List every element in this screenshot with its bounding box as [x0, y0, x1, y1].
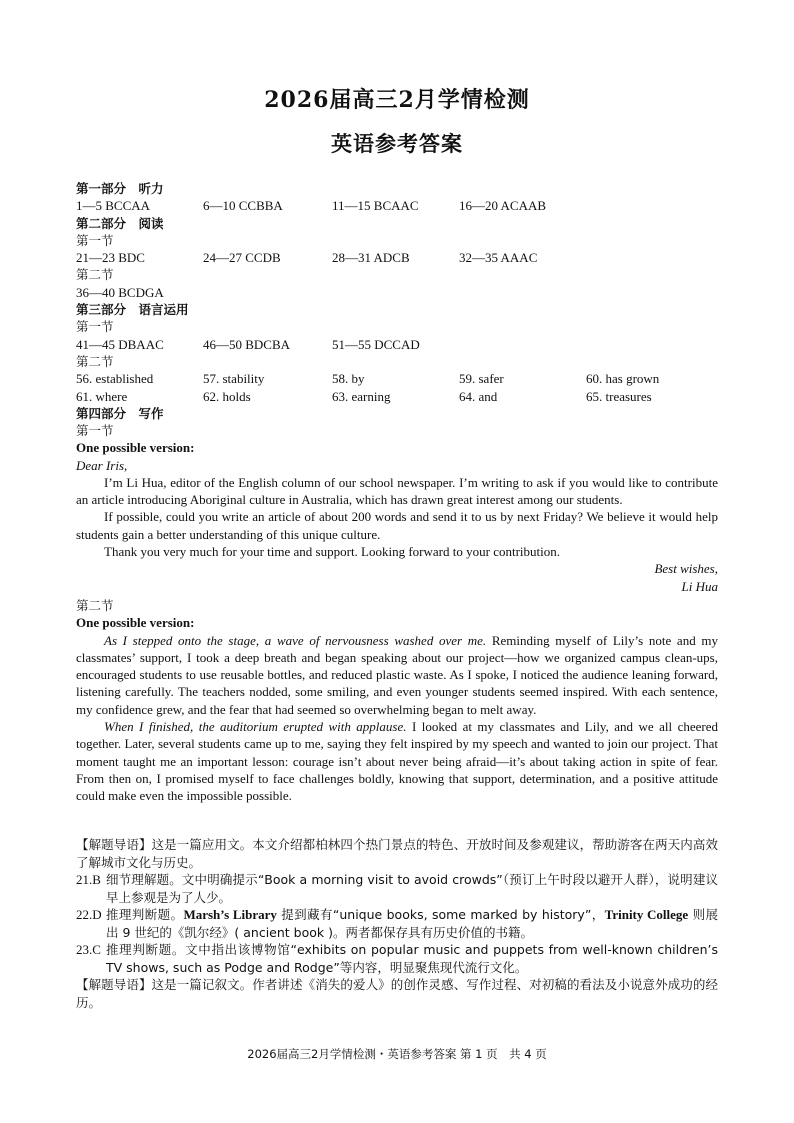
- explanation-text: [106, 941, 718, 976]
- answer-group: 46—50 BDCBA: [203, 336, 291, 352]
- explanation-mid: 提到藏有“unique books, some marked by history”，: [276, 907, 605, 922]
- fill-answer: 64. and: [459, 388, 498, 404]
- explanation-pre: 推理判断题。文中指出该博物馆“exhibits on popular music and puppets from well-known children’s TV shows, such as Podge and Rodge”等内容，明显聚焦现代流行文化。: [106, 942, 718, 975]
- guide-text: 【解题导语】这是一篇记叙文。作者讲述《消失的爱人》的创作灵感、写作过程、对初稿的看法及小说意外成功的经历。: [76, 977, 718, 1010]
- answer-group: 16—20 ACAAB: [459, 198, 547, 214]
- guide-text: 【解题导语】这是一篇应用文。本文介绍都柏林四个热门景点的特色、开放时间及参观建议，帮助游客在两天内高效了解城市文化与历史。: [76, 837, 718, 870]
- story-paragraph: [76, 632, 718, 718]
- letter-closing: Best wishes,: [654, 561, 718, 577]
- fill-answer: 58. by: [332, 371, 365, 387]
- answer-group: 24—27 CCDB: [203, 250, 281, 266]
- version-label: One possible version:: [76, 615, 195, 631]
- answer-group: 28—31 ADCB: [332, 250, 410, 266]
- answer-group: 41—45 DBAAC: [76, 336, 164, 352]
- explanation-keyword: Marsh’s Library: [183, 907, 277, 922]
- explanation-item: [76, 871, 718, 906]
- story-body: I looked at my classmates and Lily, and we all cheered together. Later, several students came up to me, saying they felt inspired by my speech and wanted to join our project. That moment taught me an important lesson: courage isn’t about never being afraid—it’s about taking action in spite of fear. From then on, I promised myself to face challenges boldly, knowing that support, determination, and a positive attitude could make even the impossible possible.: [76, 719, 718, 804]
- part1-heading: 第一部分 听力: [76, 181, 164, 196]
- explanation-text: [106, 906, 718, 941]
- question-number: 21.B: [76, 872, 101, 887]
- answer-group: 1—5 BCCAA: [76, 198, 151, 214]
- letter-greeting: Dear Iris,: [76, 457, 128, 473]
- answer-group: 11—15 BCAAC: [332, 198, 419, 214]
- section-label: 第一节: [76, 319, 114, 335]
- answer-group: 36—40 BCDGA: [76, 284, 164, 300]
- letter-paragraph: Thank you very much for your time and support. Looking forward to your contribution.: [104, 544, 560, 560]
- question-number: 22.D: [76, 907, 102, 922]
- letter-paragraph: If possible, could you write an article of about 200 words and send it to us by next Friday? We believe it would help students gain a better understanding of this unique culture.: [76, 509, 718, 542]
- section-label: 第一节: [76, 423, 114, 438]
- page-title: 2026届高三2月学情检测: [264, 87, 530, 113]
- section-label: 第二节: [76, 597, 114, 613]
- story-body: Reminding myself of Lily’s note and my classmates’ support, I took a deep breath and began speaking about our project—how we organized campus clean-ups, encouraged students to use reusable bottles, and reduced plastic waste. As I spoke, I noticed the audience leaning forward, listening carefully. The teachers nodded, some smiling, and even younger students seemed inspired. With each sentence, my confidence grew, and the fear that had seemed so overwhelming began to melt away.: [76, 632, 718, 717]
- story-paragraph: [76, 718, 718, 804]
- part4-heading: 第四部分 写作: [76, 405, 164, 421]
- part3-heading: 第三部分 语言运用: [76, 302, 189, 318]
- answer-group: 32—35 AAAC: [459, 250, 538, 266]
- fill-answer: 61. where: [76, 388, 128, 404]
- page-footer: 2026届高三2月学情检测・英语参考答案 第 1 页 共 4 页: [247, 1047, 547, 1061]
- section-label: 第二节: [76, 353, 114, 369]
- explanation-post: 则展出 9 世纪的《凯尔经》( ancient book )。两者都保存具有历史价值的书籍。: [106, 907, 718, 940]
- explanation-pre: 细节理解题。文中明确提示“Book a morning visit to avoid crowds”（预订上午时段以避开人群），说明建议早上参观是为了人少。: [106, 872, 718, 905]
- story-lead: As I stepped onto the stage, a wave of nervousness washed over me.: [104, 632, 487, 648]
- writing-section: [76, 422, 718, 805]
- explanation-item: [76, 906, 718, 941]
- fill-answer: 63. earning: [332, 388, 391, 404]
- answer-group: 51—55 DCCAD: [332, 336, 420, 352]
- fill-answer: 56. established: [76, 371, 154, 387]
- question-number: 23.C: [76, 942, 101, 957]
- story-lead: When I finished, the auditorium erupted with applause.: [104, 719, 407, 735]
- fill-answer: 57. stability: [203, 371, 265, 387]
- version-label: One possible version:: [76, 440, 195, 456]
- answer-key: [76, 180, 726, 422]
- explanation-keyword: Trinity College: [604, 907, 689, 922]
- explanations: [76, 836, 718, 1011]
- section-label: 第一节: [76, 232, 114, 248]
- page-subtitle: 英语参考答案: [331, 131, 463, 156]
- letter-paragraph: I’m Li Hua, editor of the English column of our school newspaper. I’m writing to ask if you would like to contribute an article introducing Aboriginal culture in Australia, which has drawn great interest among our students.: [76, 474, 718, 508]
- answer-group: 6—10 CCBBA: [203, 198, 283, 214]
- fill-answer: 60. has grown: [586, 371, 660, 387]
- fill-answer: 65. treasures: [586, 388, 652, 404]
- explanation-item: [76, 941, 718, 976]
- explanation-text: [106, 871, 718, 906]
- letter-signature: Li Hua: [681, 578, 718, 594]
- fill-answer: 59. safer: [459, 371, 504, 387]
- part2-heading: 第二部分 阅读: [76, 215, 164, 231]
- section-label: 第二节: [76, 267, 114, 283]
- explanation-pre: 推理判断题。: [106, 907, 184, 922]
- answer-group: 21—23 BDC: [76, 250, 145, 266]
- fill-answer: 62. holds: [203, 388, 251, 404]
